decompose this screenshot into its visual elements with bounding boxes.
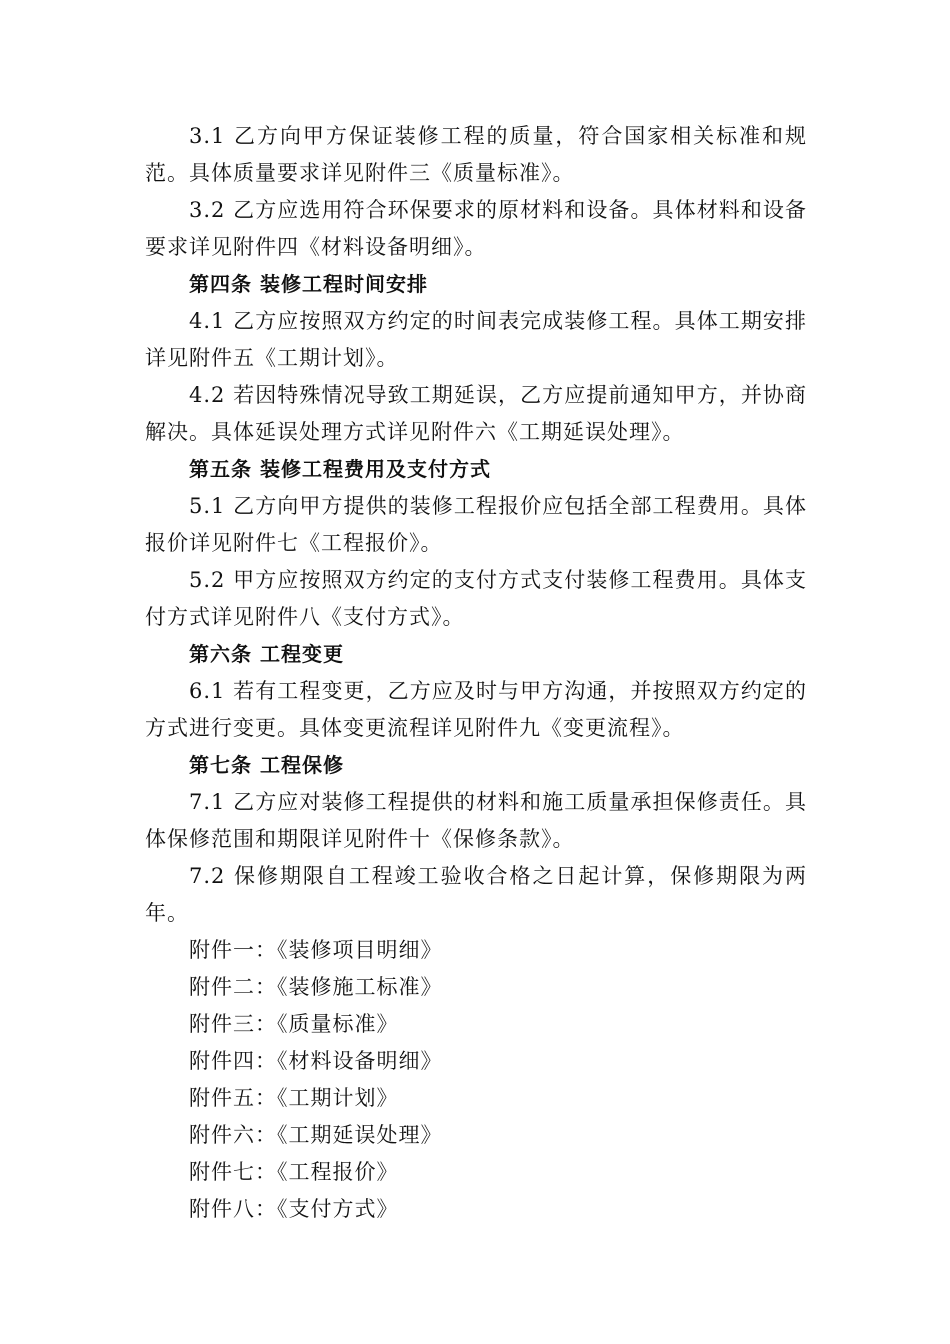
annex-7: 附件七：《工程报价》	[189, 1160, 399, 1184]
article-4-heading: 第四条 装修工程时间安排	[189, 272, 428, 296]
clause-3-1: 3.1 乙方向甲方保证装修工程的质量，符合国家相关标准和规范。具体质量要求详见附件三《质量标准》。	[145, 124, 807, 185]
clause-4-2: 4.2 若因特殊情况导致工期延误，乙方应提前通知甲方，并协商解决。具体延误处理方式详见附件六《工期延误处理》。	[145, 383, 807, 444]
annex-8: 附件八：《支付方式》	[189, 1197, 399, 1221]
annex-1: 附件一：《装修项目明细》	[189, 938, 443, 962]
document-body	[145, 118, 807, 1228]
clause-5-2: 5.2 甲方应按照双方约定的支付方式支付装修工程费用。具体支付方式详见附件八《支付方式》。	[145, 568, 807, 629]
annex-5: 附件五：《工期计划》	[189, 1086, 399, 1110]
article-5-heading: 第五条 装修工程费用及支付方式	[189, 457, 491, 481]
article-6-heading: 第六条 工程变更	[189, 642, 344, 666]
clause-4-1: 4.1 乙方应按照双方约定的时间表完成装修工程。具体工期安排详见附件五《工期计划》。	[145, 309, 807, 370]
annex-6: 附件六：《工期延误处理》	[189, 1123, 443, 1147]
article-7-heading: 第七条 工程保修	[189, 753, 344, 777]
clause-7-2: 7.2 保修期限自工程竣工验收合格之日起计算，保修期限为两年。	[145, 864, 807, 925]
clause-7-1: 7.1 乙方应对装修工程提供的材料和施工质量承担保修责任。具体保修范围和期限详见附件十《保修条款》。	[145, 790, 807, 851]
annex-4: 附件四：《材料设备明细》	[189, 1049, 443, 1073]
clause-5-1: 5.1 乙方向甲方提供的装修工程报价应包括全部工程费用。具体报价详见附件七《工程报价》。	[145, 494, 807, 555]
clause-6-1: 6.1 若有工程变更，乙方应及时与甲方沟通，并按照双方约定的方式进行变更。具体变更流程详见附件九《变更流程》。	[145, 679, 807, 740]
annex-3: 附件三：《质量标准》	[189, 1012, 399, 1036]
annex-2: 附件二：《装修施工标准》	[189, 975, 443, 999]
clause-3-2: 3.2 乙方应选用符合环保要求的原材料和设备。具体材料和设备要求详见附件四《材料设备明细》。	[145, 198, 807, 259]
